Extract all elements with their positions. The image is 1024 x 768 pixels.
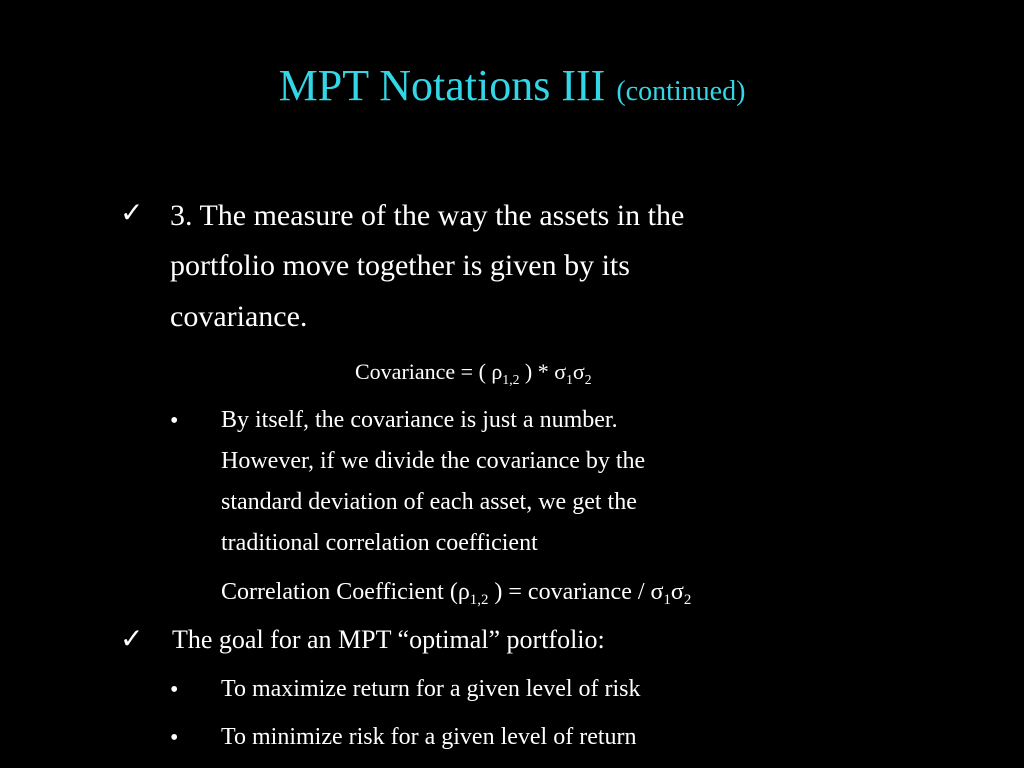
covariance-note-line3: standard deviation of each asset, we get the [221,489,637,515]
covariance-note-line2: However, if we divide the covariance by the [221,448,646,474]
point2-text: The goal for an MPT “optimal” portfolio: [172,625,605,654]
bullet-icon: • [170,677,179,703]
point1-line3: covariance. [170,300,308,333]
point1-line2: portfolio move together is given by its [170,249,630,282]
goal-bullet-2: To minimize risk for a given level of return [221,724,637,750]
title-main: MPT Notations III [278,61,606,110]
checkmark-icon: ✓ [120,624,144,655]
goal-bullet-1: To maximize return for a given level of risk [221,676,641,702]
covariance-note-line1: By itself, the covariance is just a number. [221,407,618,433]
covariance-formula: Covariance = ( $\rho_{1,2}$ ) * $\sigma_1\sigma_2$ [355,359,592,387]
correlation-formula: Correlation Coefficient ($\rho_{1,2}$ ) = covariance / $\sigma_1\sigma_2$ [221,579,692,609]
point1-line1: 3. The measure of the way the assets in the [170,199,685,232]
title-suffix: (continued) [616,76,746,107]
slide-title [0,60,1024,118]
checkmark-icon: ✓ [120,198,144,229]
bullet-icon: • [170,725,179,751]
bullet-icon: • [170,408,179,434]
covariance-note-line4: traditional correlation coefficient [221,530,538,556]
